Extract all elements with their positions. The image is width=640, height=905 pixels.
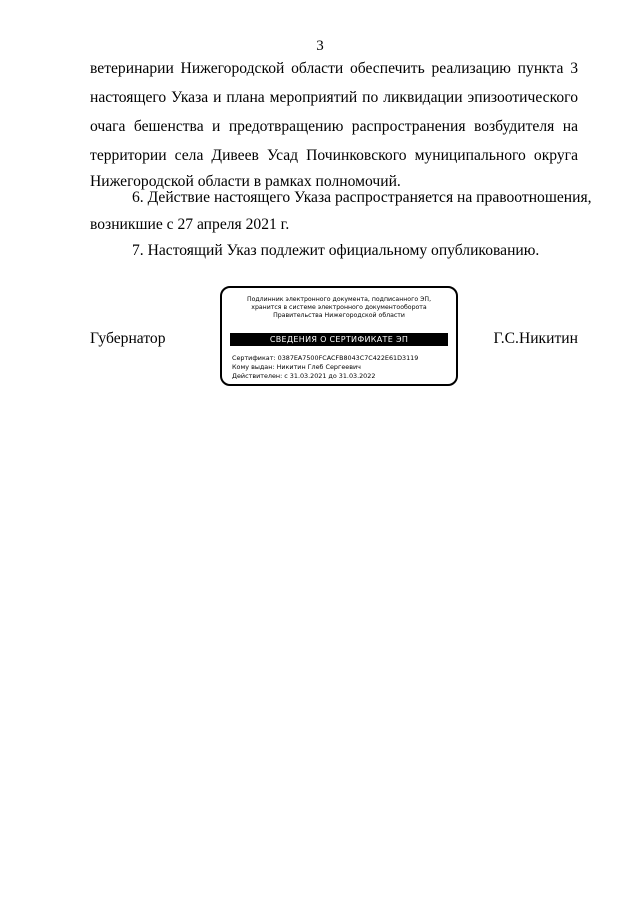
signatory-position: Губернатор xyxy=(90,330,166,347)
stamp-header-line: Правительства Нижегородской области xyxy=(273,312,405,319)
paragraph-line: очага бешенства и предотвращению распространения возбудителя на xyxy=(90,118,578,135)
stamp-header-line: хранится в системе электронного документооборота xyxy=(251,304,427,311)
certificate-validity: Действителен: с 31.03.2021 до 31.03.2022 xyxy=(232,372,376,380)
page-number: 3 xyxy=(316,38,324,54)
certificate-number: Сертификат: 0387EA7500FCACFB8043C7C422E61D3119 xyxy=(232,354,419,362)
certificate-owner: Кому выдан: Никитин Глеб Сергеевич xyxy=(232,363,361,371)
paragraph-line: территории села Дивеев Усад Починковского муниципального округа xyxy=(90,147,578,164)
paragraph-line: 7. Настоящий Указ подлежит официальному опубликованию. xyxy=(132,242,540,259)
stamp-details xyxy=(232,354,418,381)
stamp-title: СВЕДЕНИЯ О СЕРТИФИКАТЕ ЭП xyxy=(230,333,448,346)
paragraph-line: настоящего Указа и плана мероприятий по ликвидации эпизоотического xyxy=(90,89,578,106)
paragraph-line: Нижегородской области в рамках полномочий. xyxy=(90,173,401,190)
paragraph-line: 6. Действие настоящего Указа распространяется на правоотношения, xyxy=(132,189,592,206)
paragraph-line: ветеринарии Нижегородской области обеспечить реализацию пункта 3 xyxy=(90,60,578,77)
signature-block xyxy=(0,286,640,390)
stamp-header-line: Подлинник электронного документа, подписанного ЭП, xyxy=(246,296,432,303)
stamp-header xyxy=(228,296,450,320)
e-signature-stamp xyxy=(220,286,458,386)
paragraph-line: возникшие с 27 апреля 2021 г. xyxy=(90,216,290,233)
signatory-name: Г.С.Никитин xyxy=(493,330,578,347)
